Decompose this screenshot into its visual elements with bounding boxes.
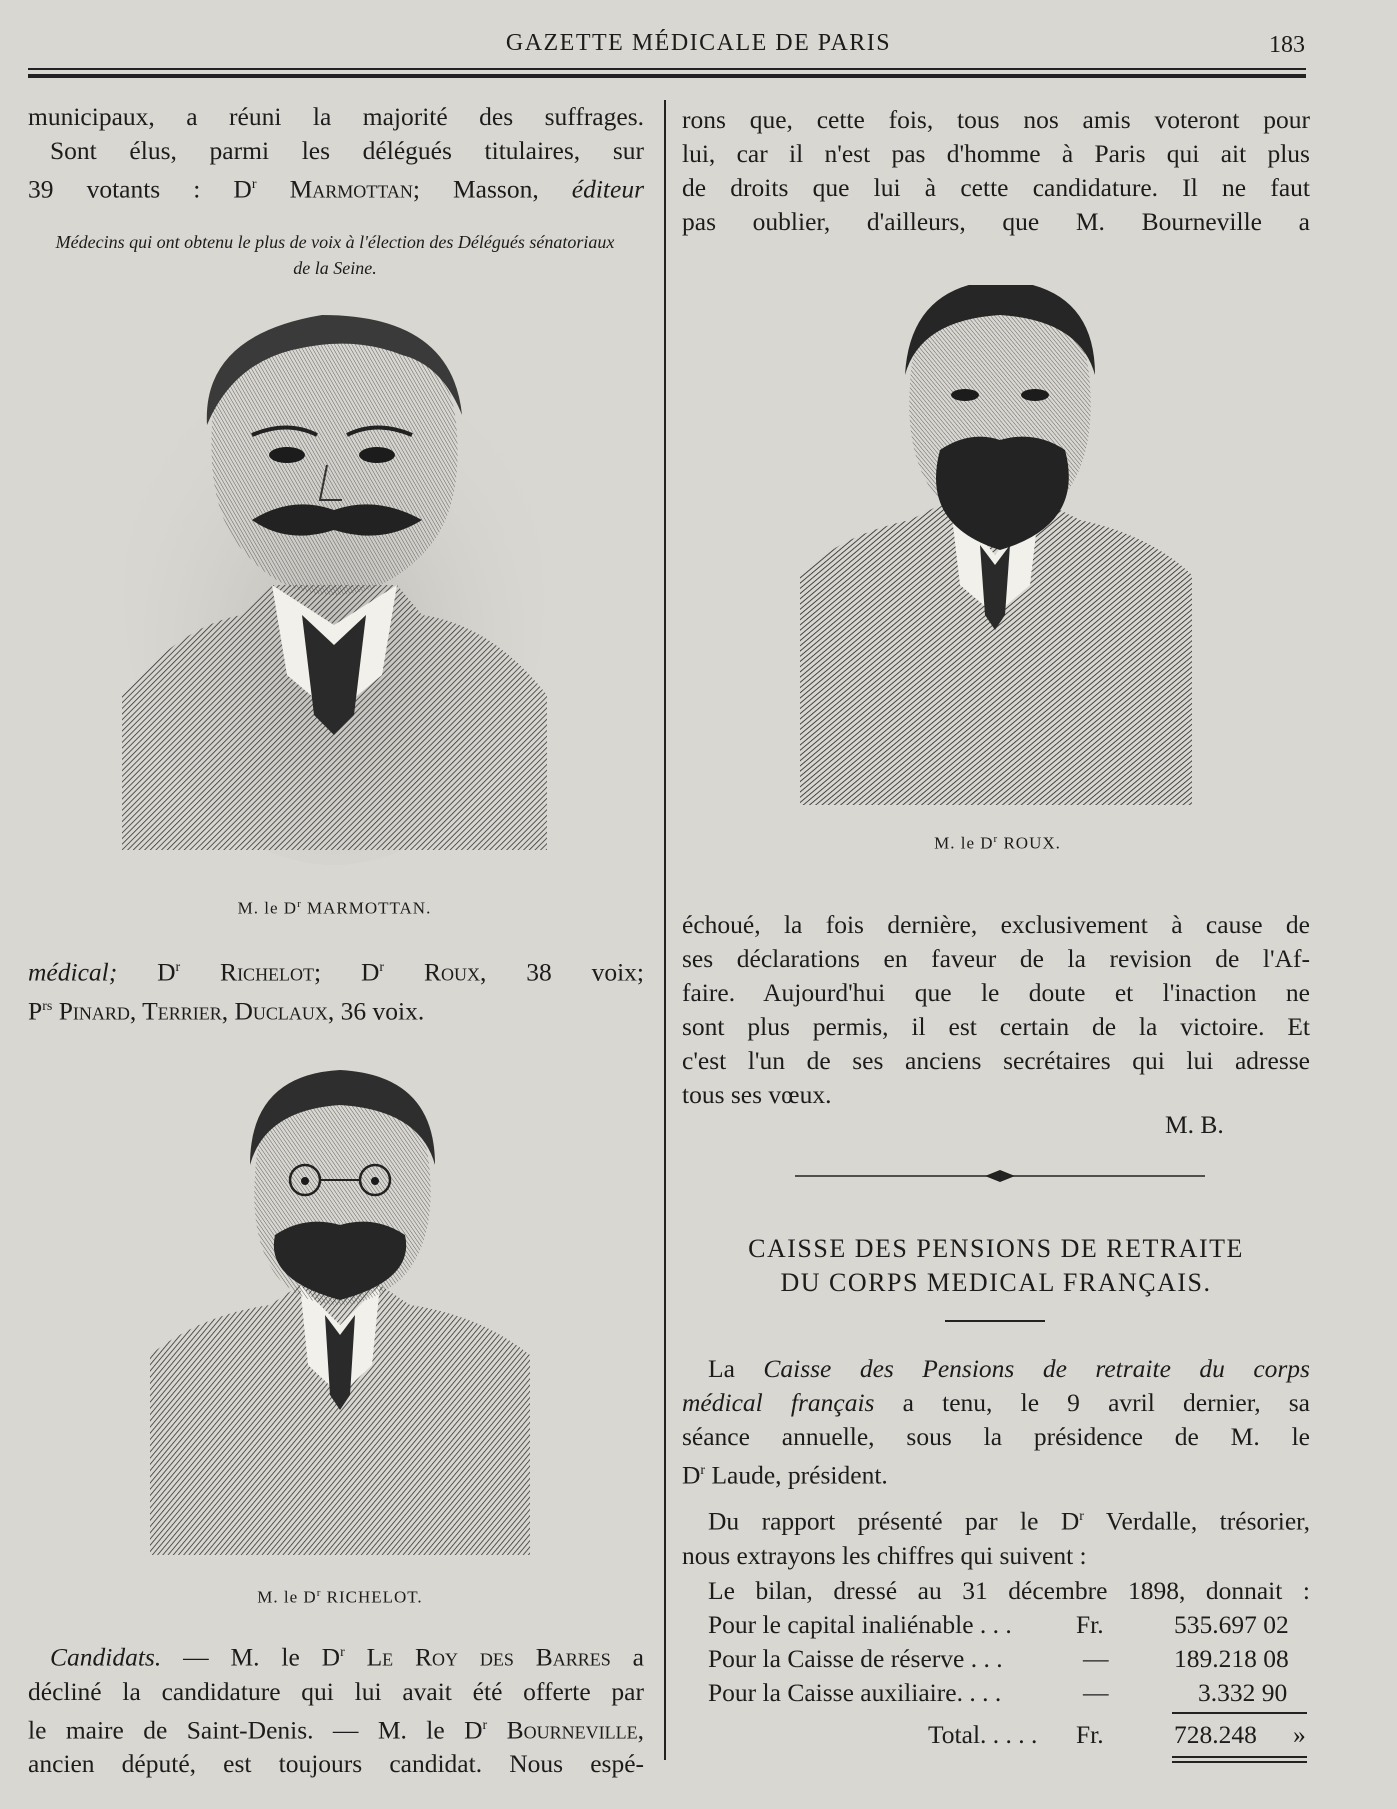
paragraph-elus: Sont élus, parmi les délégués titulaires, sur — [50, 136, 644, 165]
paragraph-municipaux: municipaux, a réuni la majorité des suffrages. — [28, 102, 644, 131]
caption-roux: M. le $D^r$ ROUX. — [934, 833, 1061, 853]
bilan-line — [708, 1574, 1310, 1608]
fin-row — [708, 1610, 1310, 1644]
line-r5: échoué, la fois dernière, exclusivement à cause de — [682, 910, 1310, 939]
line-c2: médical français a tenu, le 9 avril dernier, sa — [682, 1388, 1310, 1417]
line-d1: Du rapport présenté par le $D^r$ Verdalle, trésorier, — [708, 1506, 1310, 1536]
left-column-top — [28, 100, 644, 207]
header-rule-top — [28, 68, 1306, 70]
total-rule-1 — [1172, 1756, 1307, 1758]
portrait-richelot — [140, 1065, 540, 1565]
fin-amount: 3.332 90 — [1198, 1678, 1288, 1707]
fin-amount: 535.697 02 — [1174, 1610, 1289, 1639]
caption-richelot: M. le $D^r$ RICHELOT. — [257, 1587, 423, 1607]
paragraph-votants: 39 votants : $D^r$ Marmottan; Masson, éditeur — [28, 174, 644, 204]
line-r4: pas oublier, d'ailleurs, que M. Bourneville a — [682, 207, 1310, 236]
line-r2: lui, car il n'est pas d'homme à Paris qui ait plus — [682, 139, 1310, 168]
fin-mark: — — [1083, 1644, 1109, 1673]
fin-label: Pour la Caisse auxiliaire. . . . — [708, 1678, 1002, 1707]
header-rule-bottom — [28, 74, 1306, 78]
total-amount: 728.248 — [1174, 1720, 1257, 1749]
signature-mb: M. B. — [1165, 1110, 1224, 1139]
left-column-bottom — [28, 1636, 644, 1781]
ornament-divider — [795, 1166, 1205, 1186]
portraits-caption: Médecins qui ont obtenu le plus de voix à l'élection des Délégués sénatoriaux de la Seine. — [55, 232, 615, 278]
fin-label: Pour le capital inaliénable . . . — [708, 1610, 1012, 1639]
heading-line-1: CAISSE DES PENSIONS DE RETRAITE — [748, 1234, 1244, 1263]
line-ancien-depute: ancien député, est toujours candidat. Nous espé- — [28, 1749, 644, 1778]
portrait-marmottan — [122, 295, 547, 865]
line-c1: La Caisse des Pensions de retraite du corps — [708, 1354, 1310, 1383]
total-mark: Fr. — [1076, 1720, 1104, 1749]
fin-row — [708, 1644, 1310, 1678]
line-bilan: Le bilan, dressé au 31 décembre 1898, donnait : — [708, 1576, 1310, 1605]
right-column-middle — [682, 908, 1310, 1112]
line-c3: séance annuelle, sous la présidence de M. le — [682, 1422, 1310, 1451]
line-r7: faire. Aujourd'hui que le doute et l'inaction ne — [682, 978, 1310, 1007]
line-r3: de droits que lui à cette candidature. Il ne faut — [682, 173, 1310, 202]
line-decline: décliné la candidature qui lui avait été offerte par — [28, 1676, 644, 1706]
fin-amount: 189.218 08 — [1174, 1644, 1289, 1673]
fin-mark: — — [1083, 1678, 1109, 1707]
line-professeurs: $P^{rs}$ Pinard, Terrier, Duclaux, 36 voix. — [28, 996, 425, 1025]
caption-marmottan: M. le $D^r$ MARMOTTAN. — [237, 898, 432, 918]
line-saint-denis: le maire de Saint-Denis. — M. le $D^r$ Bourneville, — [28, 1715, 644, 1744]
right-column-rapport — [682, 1500, 1310, 1573]
subtotal-rule — [1172, 1712, 1307, 1714]
total-end: » — [1293, 1720, 1306, 1749]
total-label: Total. . . . . — [928, 1720, 1038, 1749]
portrait-roux — [800, 285, 1195, 805]
line-r1: rons que, cette fois, tous nos amis voteront pour — [682, 105, 1310, 134]
fin-mark: Fr. — [1076, 1610, 1104, 1639]
section-heading — [682, 1232, 1310, 1300]
total-rule-2 — [1172, 1761, 1307, 1763]
fin-label: Pour la Caisse de réserve . . . — [708, 1644, 1003, 1673]
page-number: 183 — [1269, 32, 1305, 58]
page-header-title: GAZETTE MÉDICALE DE PARIS — [505, 30, 892, 56]
right-column-caisse — [682, 1352, 1310, 1493]
paragraph-candidats: Candidats. — M. le $D^r$ Le Roy des Barres a — [50, 1642, 644, 1672]
heading-line-2: DU CORPS MEDICAL FRANÇAIS. — [780, 1268, 1212, 1297]
line-medical-richelot-roux: médical; $D^r$ Richelot; $D^r$ Roux, 38 voix; — [28, 957, 644, 987]
line-d2: nous extrayons les chiffres qui suivent : — [682, 1540, 1087, 1570]
right-column-top — [682, 103, 1310, 239]
line-r10: tous ses vœux. — [682, 1080, 832, 1109]
column-divider — [664, 100, 666, 1760]
fin-row — [708, 1678, 1310, 1712]
line-r6: ses déclarations en faveur de la revision de l'Af- — [682, 944, 1310, 973]
line-r9: c'est l'un de ses anciens secrétaires qui lui adresse — [682, 1046, 1310, 1075]
heading-underline — [945, 1320, 1045, 1322]
left-column-middle — [28, 951, 644, 1028]
line-r8: sont plus permis, il est certain de la victoire. Et — [682, 1012, 1310, 1041]
fin-total-row — [708, 1720, 1310, 1754]
line-c4: $D^r$ Laude, président. — [682, 1460, 888, 1490]
